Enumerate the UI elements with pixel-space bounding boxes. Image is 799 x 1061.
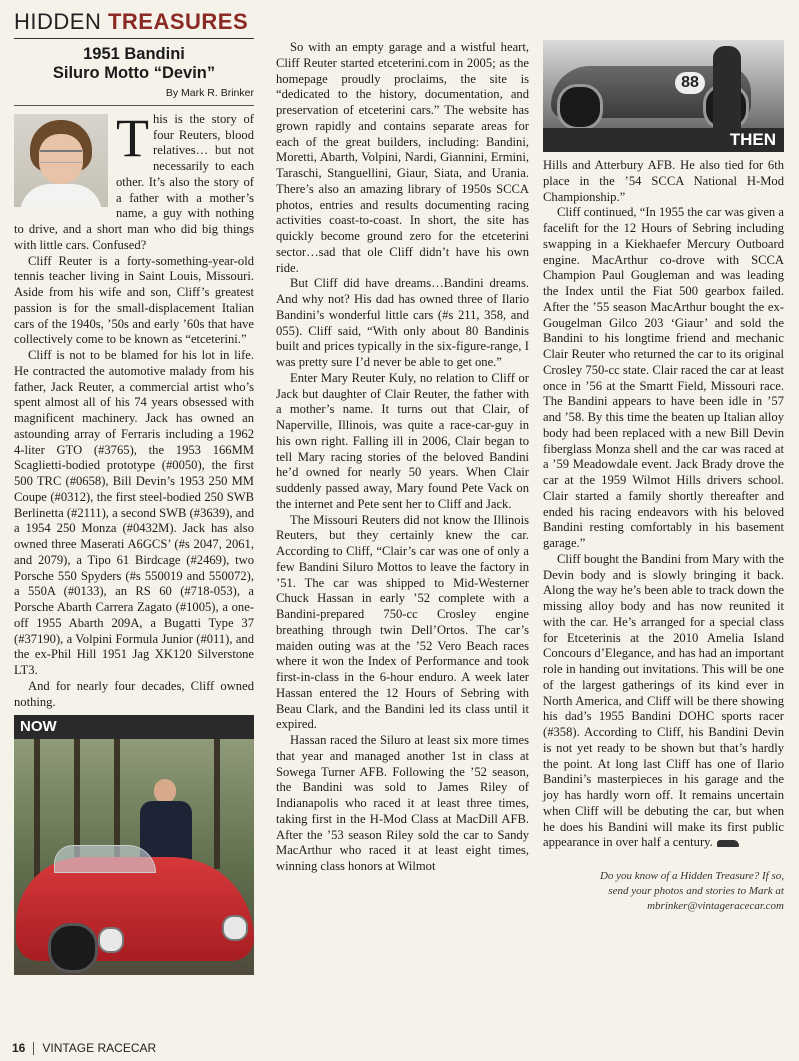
title-line-1: 1951 Bandini [83, 45, 185, 63]
author-portrait [14, 114, 108, 207]
title-line-2: Siluro Motto “Devin” [52, 64, 216, 82]
column-3 [543, 40, 784, 914]
magazine-name: VINTAGE RACECAR [42, 1041, 157, 1055]
section-header [14, 8, 254, 39]
column-2 [276, 40, 529, 875]
car-number: 88 [675, 72, 705, 94]
section-header-word-1: HIDDEN [14, 9, 102, 34]
then-label: THEN [543, 128, 784, 152]
paragraph: So with an empty garage and a wistful heart, Cliff Reuter started etceterini.com in 2005; as the homepage proudly proclaims, the site is “dedicated to the history, documentation, and preservation of etceterini cars.” The website has grown rapidly and contains separate areas for each of the great builders, including: Bandini, Moretti, Abarth, Volpini, Nardi, Giannini, Ermini, Taraschi, Stanguellini, Giaur, Siata, and Urania. There’s also an amazing library of 1950s SCCA photos, entries and results documenting racing activities coast-to-coast. In short, the site has quickly become ground zero for the etceterini sector…sad that ole Cliff didn’t have his own ride. [276, 40, 529, 275]
paragraph: Cliff Reuter is a forty-something-year-old tennis teacher living in Saint Louis, Missouri. Aside from his wife and son, Cliff’s greatest passion is for the small-displacement Italian cars of the 1940s, ’50s and early ’60s that have collectively come to be known as “etceterini.” [14, 253, 254, 347]
paragraph: Cliff bought the Bandini from Mary with the Devin body and is slowly bringing it back. Along the way he’s been able to track down the missing alloy body and has now reunited it with the car. He’s arranged for a special class for Etceterinis at the 2010 Amelia Island Concours d’Elegance, and has had an important role in handing out invitations. This will be one of the largest gatherings of its kind ever in North America, and Cliff will be there showing his dad’s 1955 Bandini DOHC sports racer (#358). According to Cliff, his Bandini Devin is not yet ready to be shown but that’s hardly the point. At long last Cliff has one of Ilario Bandini’s masterpieces in his garage and the joy has hardly worn off. It remains uncertain when Cliff will be debuting the car, but when he does his Bandini will make its first public appearance in over half a century. [543, 551, 784, 850]
submission-note: Do you know of a Hidden Treasure? If so, send your photos and stories to Mark at mbrinker@vintageracecar.com [543, 869, 784, 914]
drop-cap: T [116, 107, 149, 168]
paragraph: But Cliff did have dreams…Bandini dreams. And why not? His dad has owned three of Ilario Bandini’s wonderful little cars (#s 211, 358, and 055). Cliff said, “With only about 80 Bandinis built and prices typically in the six-figure-range, I was pretty sure I’d never be able to get one.” [276, 276, 529, 369]
paragraph-intro: This is the story of four Reuters, blood relatives… but not necessarily to each other. It’s also the story of a father with a mother’s name, a guy with nothing to drive, and a short man who did big things with little cars. Confused? [14, 107, 254, 252]
byline: By Mark R. Brinker [14, 86, 254, 106]
paragraph: Cliff continued, “In 1955 the car was given a facelift for the 12 Hours of Sebring including swapping in a Kiekhaefer Mercury Outboard engine. MacArthur co-drove with SCCA Champion Paul Gougleman and was leading the Index until the Fiat 500 gearbox failed. After the ’55 season MacArthur bought the ex-Gougelman Gilco 203 ‘Giaur’ and sold the Bandini to his longtime friend and mechanic Clair Reuter who returned the car to its original Crosley 750-cc state. Clair raced the car at least once in ’56 at the Smartt Field, Missouri race. The Bandini appears to have been idle in ’57 and ’58. By this time the beaten up Italian alloy body had been replaced with a new Bill Devin fiberglass Monza shell and the car was raced at a ’59 Meadowdale event. Jack Brady drove the car at the 1959 Wilmot Hills drivers school. Clair started a family shortly thereafter and ended his racing endeavors with his beloved Bandini resting comfortably in his basement garage.” [543, 205, 784, 550]
then-photo [543, 40, 784, 128]
end-mark-icon [717, 840, 739, 847]
paragraph: Enter Mary Reuter Kuly, no relation to Cliff or Jack but daughter of Clair Reuter, the father with a mother’s name. It turns out that Clair, of Naperville, Illinois, was quite a race-car-guy in his own right. Falling ill in 2006, Clair began to tell Mary racing stories of the beloved Bandini he’d owned for nearly 50 years. When Clair suddenly passed away, Mary found Pete Vack on the internet and Pete sent her to Cliff and Jack. [276, 370, 529, 511]
now-label: NOW [14, 715, 254, 739]
now-photo-block [14, 715, 254, 975]
paragraph: Hassan raced the Siluro at least six more times that year and managed another 1st in class at Sowega Turner AFB. Following the ’52 season, the Bandini was sold to James Riley of Indianapolis who raced it at least three times, taking first in the H-Mod Class at MacDill AFB. After the ’53 season Riley sold the car to Sandy MacArthur who raced it at least eight times, winning class honors at Wilmot [276, 733, 529, 873]
column-1 [14, 8, 254, 975]
section-header-word-2: TREASURES [107, 9, 249, 34]
article-title [14, 45, 254, 83]
now-photo [14, 739, 254, 975]
page-footer [12, 1041, 156, 1055]
contact-email: mbrinker@vintageracecar.com [647, 900, 784, 912]
paragraph: Cliff is not to be blamed for his lot in life. He contracted the automotive malady from his father, Jack Reuter, a commercial artist who’s spent almost all of his 74 years obsessed with magnificent machinery. Jack has owned an astounding array of Ferraris including a 1962 4-liter GTO (#3765), the 1953 166MM Scaglietti-bodied prototype (#0050), the first 500 TRC (#0658), Bill Devin’s 1953 250 MM Coupe (#0312), the first steel-bodied 250 SWB Berlinetta (#2111), a second SWB (#3639), and a 1954 250 Monza (#0432M). Jack has also owned three Maserati A6GCS’ (#s 2047, 2061, and 2079), a Tipo 61 Birdcage (#2469), two Porsche 550 Spyders (#s 550019 and 550072), a 550A (#0133), an RS 60 (#718-053), a Porsche Abarth Carrera Zagato (#1005), a one-off 1955 Abarth 209A, a Bugatti Type 37 (#37190), a Volpini Formula Junior (#011), and the ex-Phil Hill 1951 Jag XK120 Silverstone LT3. [14, 348, 254, 677]
paragraph: The Missouri Reuters did not know the Illinois Reuters, but they certainly knew the car. According to Cliff, “Clair’s car was one of only a few Bandini Siluro Mottos to leave the factory in ’51. The car was shipped to Mid-Westerner Chuck Hassan in early ’52 complete with a Bandini-prepared 750-cc Crosley engine breathing through twin Dell’Ortos. The car’s maiden outing was at the ’52 Vero Beach races where it won the Index of Performance and took first-in-class in the 6-hour enduro. A week later Hassan entered the 12 Hours of Sebring with Beau Clark, and the Bandini led its class until it expired. [276, 512, 529, 732]
page-number: 16 [12, 1041, 26, 1055]
paragraph: And for nearly four decades, Cliff owned nothing. [14, 678, 254, 709]
paragraph: Hills and Atterbury AFB. He also tied for 6th place in the ’54 SCCA National H-Mod Championship.” [543, 158, 784, 204]
